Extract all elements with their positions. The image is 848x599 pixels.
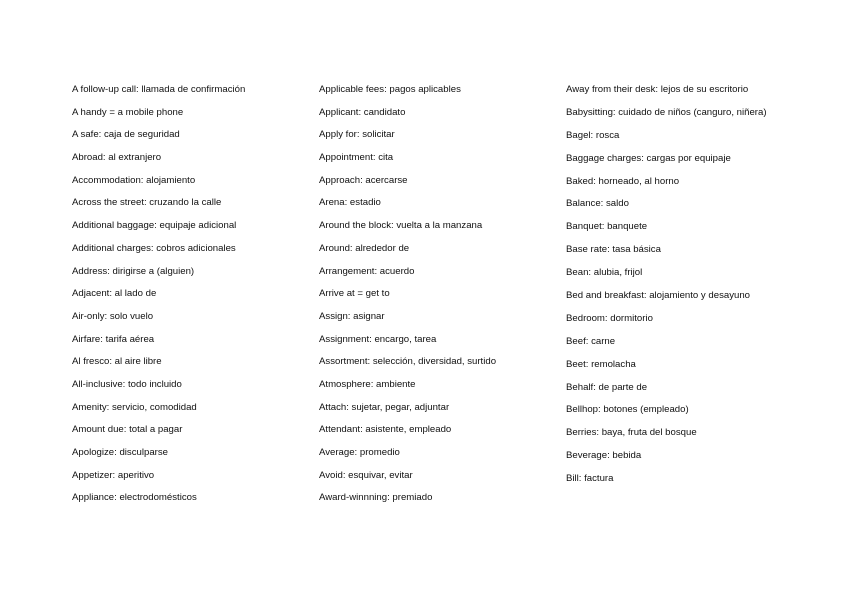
glossary-entry: Away from their desk: lejos de su escritorio: [566, 84, 749, 95]
glossary-entry: Balance: saldo: [566, 198, 629, 210]
glossary-entry: Avoid: esquivar, evitar: [319, 469, 413, 481]
glossary-entry: Bagel: rosca: [566, 129, 620, 141]
glossary-entry: Bill: factura: [566, 473, 614, 485]
glossary-entry: A safe: caja de seguridad: [72, 129, 180, 141]
glossary-entry: Bean: alubia, frijol: [566, 267, 643, 279]
glossary-entry: Applicant: candidato: [319, 106, 406, 118]
glossary-entry: Al fresco: al aire libre: [72, 356, 162, 368]
glossary-entry: Arrangement: acuerdo: [319, 265, 415, 277]
glossary-entry: Additional charges: cobros adicionales: [72, 242, 236, 254]
glossary-entry: Apply for: solicitar: [319, 129, 395, 141]
glossary-column-1: [72, 83, 312, 514]
glossary-entry: Air-only: solo vuelo: [72, 310, 154, 322]
glossary-entry: Approach: acercarse: [319, 174, 408, 186]
glossary-entry: Appointment: cita: [319, 152, 394, 164]
glossary-entry: Baked: horneado, al horno: [566, 175, 680, 187]
glossary-column-3: [566, 83, 771, 495]
glossary-entry: Bed and breakfast: alojamiento y desayuno: [566, 290, 751, 302]
glossary-entry: Average: promedio: [319, 447, 400, 458]
glossary-entry: A follow-up call: llamada de confirmación: [72, 84, 246, 95]
glossary-entry: Around: alrededor de: [319, 242, 410, 254]
glossary-entry: Beverage: bebida: [566, 450, 642, 462]
glossary-entry: Assortment: selección, diversidad, surtido: [319, 356, 497, 368]
glossary-entry: Abroad: al extranjero: [72, 152, 162, 164]
glossary-entry: Berries: baya, fruta del bosque: [566, 427, 697, 439]
glossary-entry: Award-winnning: premiado: [319, 492, 433, 504]
glossary-entry: Behalf: de parte de: [566, 381, 648, 393]
glossary-entry: Arrive at = get to: [319, 288, 390, 300]
glossary-entry: All-inclusive: todo incluido: [72, 378, 182, 390]
glossary-entry: Banquet: banquete: [566, 221, 648, 233]
glossary-entry: Assignment: encargo, tarea: [319, 333, 437, 345]
glossary-entry: Attach: sujetar, pegar, adjuntar: [319, 401, 450, 413]
glossary-entry: Arena: estadio: [319, 197, 381, 209]
glossary-entry: Beet: remolacha: [566, 358, 636, 370]
glossary-entry: Baggage charges: cargas por equipaje: [566, 152, 731, 164]
glossary-entry: Apologize: disculparse: [72, 447, 168, 458]
glossary-entry: Babysitting: cuidado de niños (canguro, niñera): [566, 106, 767, 118]
glossary-entry: Applicable fees: pagos aplicables: [319, 84, 461, 95]
glossary-entry: Accommodation: alojamiento: [72, 174, 196, 186]
glossary-entry: Base rate: tasa básica: [566, 244, 661, 256]
glossary-entry: Additional baggage: equipaje adicional: [72, 220, 237, 232]
glossary-entry: Amenity: servicio, comodidad: [72, 401, 197, 413]
glossary-entry: Appliance: electrodomésticos: [72, 492, 197, 504]
glossary-entry: A handy = a mobile phone: [72, 106, 184, 118]
glossary-entry: Address: dirigirse a (alguien): [72, 265, 195, 277]
glossary-entry: Bellhop: botones (empleado): [566, 404, 689, 416]
glossary-entry: Appetizer: aperitivo: [72, 469, 155, 481]
glossary-entry: Airfare: tarifa aérea: [72, 333, 155, 345]
glossary-entry: Amount due: total a pagar: [72, 424, 183, 436]
glossary-entry: Around the block: vuelta a la manzana: [319, 220, 483, 232]
glossary-entry: Across the street: cruzando la calle: [72, 197, 222, 209]
glossary-entry: Assign: asignar: [319, 310, 385, 322]
glossary-entry: Bedroom: dormitorio: [566, 312, 653, 324]
glossary-column-2: [319, 83, 559, 514]
glossary-entry: Attendant: asistente, empleado: [319, 424, 452, 436]
glossary-entry: Atmosphere: ambiente: [319, 378, 416, 390]
glossary-entry: Beef: carne: [566, 335, 616, 347]
glossary-entry: Adjacent: al lado de: [72, 288, 157, 300]
